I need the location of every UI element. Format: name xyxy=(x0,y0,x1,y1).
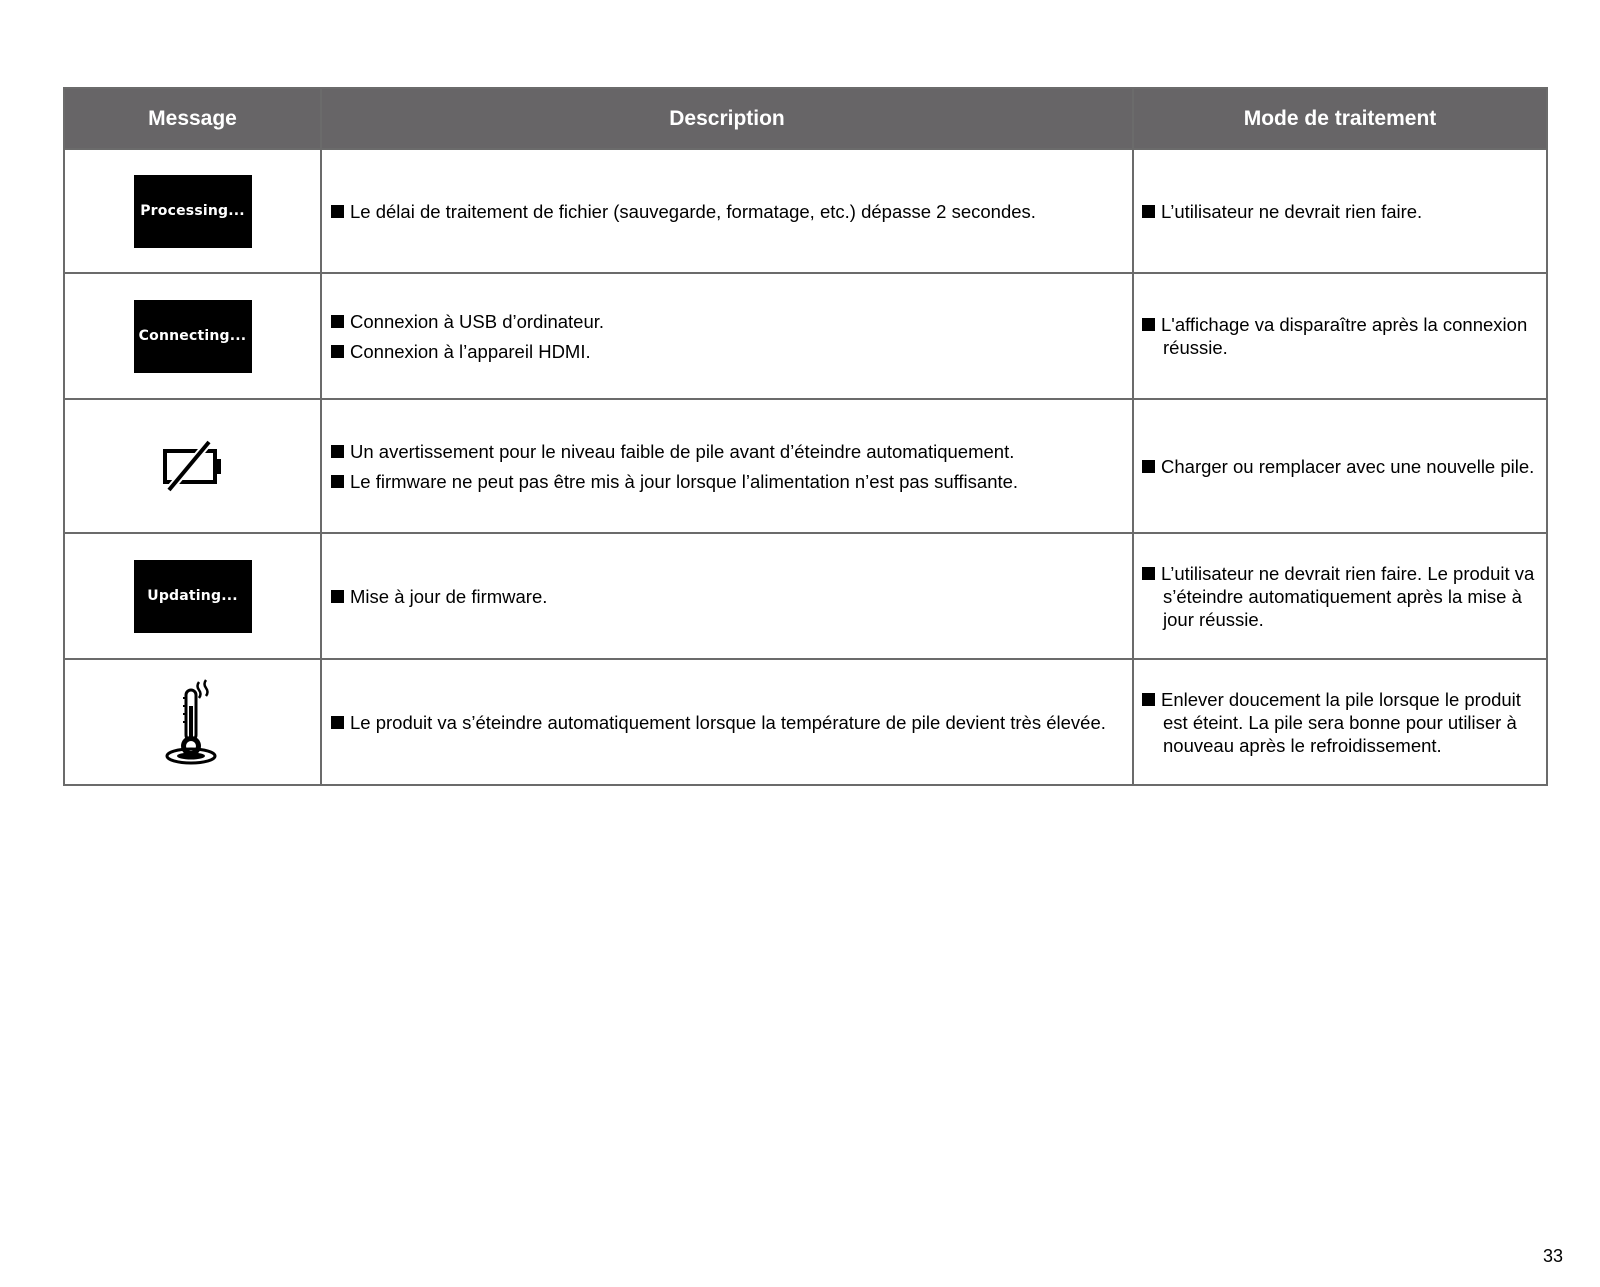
bullet-square-icon xyxy=(331,315,344,328)
mode-cell xyxy=(1133,533,1547,659)
bullet-square-icon xyxy=(1142,460,1155,473)
table-row xyxy=(64,533,1547,659)
mode-cell xyxy=(1133,659,1547,785)
high-temperature-icon xyxy=(163,676,223,768)
mode-cell xyxy=(1133,399,1547,533)
description-cell xyxy=(321,149,1133,273)
mode-item: L’utilisateur ne devrait rien faire. Le produit va s’éteindre automatiquement après la mise à jour réussie. xyxy=(1142,562,1544,631)
bullet-square-icon xyxy=(1142,318,1155,331)
description-cell xyxy=(321,273,1133,399)
description-cell xyxy=(321,399,1133,533)
mode-item: L'affichage va disparaître après la connexion réussie. xyxy=(1142,313,1544,359)
description-item: Connexion à l’appareil HDMI. xyxy=(331,340,1132,363)
bullet-square-icon xyxy=(331,445,344,458)
table-row xyxy=(64,659,1547,785)
message-cell xyxy=(64,659,321,785)
mode-cell xyxy=(1133,273,1547,399)
bullet-square-icon xyxy=(1142,205,1155,218)
mode-item: L’utilisateur ne devrait rien faire. xyxy=(1142,200,1544,223)
updating-lcd-icon: Updating... xyxy=(134,560,252,633)
page-number: 33 xyxy=(1543,1246,1564,1266)
bullet-square-icon xyxy=(331,590,344,603)
message-cell xyxy=(64,149,321,273)
description-item: Connexion à USB d’ordinateur. xyxy=(331,310,1132,333)
header-message: Message xyxy=(64,88,321,149)
message-cell xyxy=(64,273,321,399)
low-battery-icon xyxy=(161,440,225,492)
description-cell xyxy=(321,533,1133,659)
message-table xyxy=(63,87,1548,786)
processing-lcd-icon: Processing... xyxy=(134,175,252,248)
description-item: Un avertissement pour le niveau faible de pile avant d’éteindre automatiquement. xyxy=(331,440,1132,463)
connecting-lcd-icon: Connecting... xyxy=(134,300,252,373)
bullet-square-icon xyxy=(331,345,344,358)
mode-item: Charger ou remplacer avec une nouvelle pile. xyxy=(1142,455,1544,478)
message-cell xyxy=(64,533,321,659)
header-description: Description xyxy=(321,88,1133,149)
description-item: Mise à jour de firmware. xyxy=(331,585,1132,608)
description-item: Le produit va s’éteindre automatiquement lorsque la température de pile devient très élevée. xyxy=(331,711,1132,734)
bullet-square-icon xyxy=(1142,567,1155,580)
table-header-row xyxy=(64,88,1547,149)
mode-item: Enlever doucement la pile lorsque le produit est éteint. La pile sera bonne pour utiliser à nouveau après le refroidissement. xyxy=(1142,688,1544,757)
table-row xyxy=(64,149,1547,273)
description-cell xyxy=(321,659,1133,785)
message-cell xyxy=(64,399,321,533)
bullet-square-icon xyxy=(331,716,344,729)
table-row xyxy=(64,273,1547,399)
description-item: Le firmware ne peut pas être mis à jour lorsque l’alimentation n’est pas suffisante. xyxy=(331,470,1132,493)
mode-cell xyxy=(1133,149,1547,273)
bullet-square-icon xyxy=(331,205,344,218)
header-mode: Mode de traitement xyxy=(1133,88,1547,149)
bullet-square-icon xyxy=(1142,693,1155,706)
bullet-square-icon xyxy=(331,475,344,488)
description-item: Le délai de traitement de fichier (sauvegarde, formatage, etc.) dépasse 2 secondes. xyxy=(331,200,1132,223)
table-row xyxy=(64,399,1547,533)
